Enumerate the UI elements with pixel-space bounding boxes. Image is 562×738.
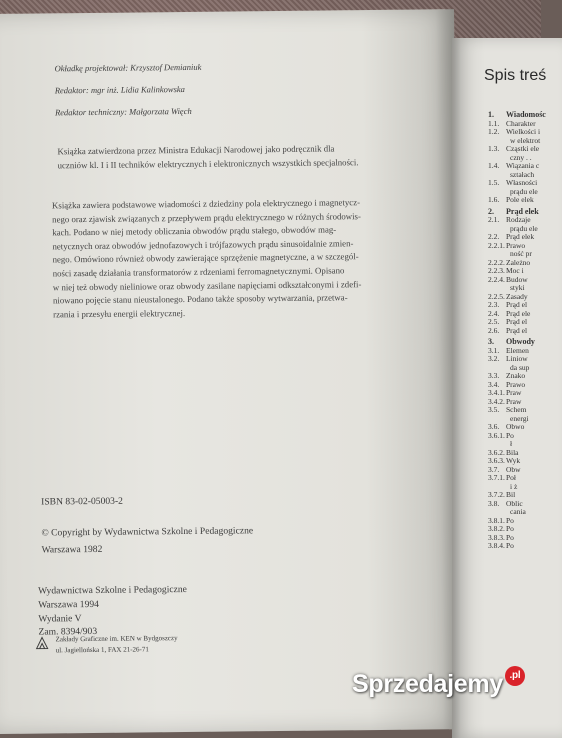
toc-entry-title: Własności <box>506 178 538 187</box>
toc-entry-title: da sup <box>510 362 530 372</box>
printer-logo-icon <box>36 636 49 649</box>
toc-entry-title: Oblic <box>506 498 523 508</box>
toc-entry-title: cania <box>510 507 526 516</box>
toc-entry-title: Obwody <box>506 337 535 346</box>
printer-block <box>36 633 178 655</box>
toc-entry-number: 2.2.1. <box>488 240 505 250</box>
toc-entry-number: 3.7.2. <box>488 490 505 499</box>
toc-entry-number: 3.4. <box>488 379 500 389</box>
toc-entry-number: 3.6.3. <box>488 456 505 465</box>
toc-entry-title: Rodzaje <box>506 215 531 224</box>
toc-entry-title: Schem <box>506 405 527 414</box>
credit-cover-designer: Okładkę projektował: Krzysztof Demianiuk <box>54 61 202 74</box>
toc-entry <box>488 542 546 551</box>
toc-entry-title: Cząstki ele <box>506 144 540 153</box>
toc-entry-title: Zależno <box>506 257 531 267</box>
description-line: niowano pojęcie stanu nieustalonego. Podano także sposoby wytwarzania, przetwa- <box>52 292 348 306</box>
description-line: ności zasadę działania transformatorów z rdzeniami ferromagnetycznymi. Opisano <box>52 265 345 279</box>
toc-entry-number: 3.2. <box>488 354 500 363</box>
toc-entry-title: Bila <box>506 447 519 457</box>
toc-entry-number: 3.6.2. <box>488 447 505 457</box>
copyright-line: © Copyright by Wydawnictwa Szkolne i Pedagogiczne <box>41 525 254 539</box>
description-line: nego. Omówiono również obwody zawierające sprzężenie magnetyczne, a w szczegól- <box>52 251 359 265</box>
toc-entry-title: Wyk <box>506 456 521 465</box>
toc-entry-number: 3.8.4. <box>488 541 505 550</box>
credit-editor: Redaktor: mgr inż. Lidia Kalinkowska <box>54 83 185 96</box>
toc-entry-number: 1.4. <box>488 161 500 170</box>
toc-entry-number: 3.7.1. <box>488 473 505 482</box>
sprzedajemy-watermark: Sprzedajemy .pl <box>352 670 525 699</box>
toc-entry-number: 3.8. <box>488 498 500 508</box>
toc-entry-title: Prąd el <box>506 317 528 326</box>
toc-entry-title: Prawo <box>506 379 526 389</box>
toc-entry-number: 1.6. <box>488 195 500 204</box>
isbn: ISBN 83-02-05003-2 <box>41 495 123 508</box>
toc-entry-title: Praw <box>506 396 522 406</box>
order-number: Zam. 8394/903 <box>38 626 98 638</box>
description-line: Książka zawiera podstawowe wiadomości z dziedziny pola elektrycznego i magnetycz- <box>51 197 361 211</box>
toc-entry-title: Po <box>506 541 514 550</box>
toc-entry-title: Pole elek <box>506 195 534 204</box>
toc-entry-number: 3.5. <box>488 405 500 414</box>
left-page <box>0 9 462 734</box>
toc-entry-number: 2. <box>488 206 494 216</box>
toc-entry-title: Zasady <box>506 291 528 301</box>
toc-entry-title: Elemen <box>506 345 529 355</box>
toc-title: Spis treś <box>484 67 547 84</box>
toc-entry-number: 3.6. <box>488 422 500 431</box>
approval-line: uczniów kl. I i II techników elektrycznych i elektronicznych wszystkich specjalności. <box>57 156 359 170</box>
toc-entry-number: 3.3. <box>488 371 500 380</box>
toc-entry-title: Wiązania c <box>506 161 540 170</box>
toc-entry-title: ształach <box>510 169 535 179</box>
toc-entry-title: Po <box>506 524 514 533</box>
toc-entry-title: Budow <box>506 274 528 284</box>
copyright-block <box>41 522 253 558</box>
toc-entry-title: Bil <box>506 490 516 499</box>
publisher-name: Wydawnictwa Szkolne i Pedagogiczne <box>37 583 187 597</box>
toc-entry-title: Prąd elek <box>506 232 535 241</box>
copyright-line: Warszawa 1982 <box>41 543 103 556</box>
toc-entry-title: prądu ele <box>510 223 538 233</box>
credit-technical-editor: Redaktor techniczny: Małgorzata Więch <box>54 105 192 118</box>
toc-entry-number: 2.2.4. <box>488 274 505 284</box>
toc-entry-number: 2.2. <box>488 232 500 241</box>
toc-entry-title: Znako <box>506 371 526 380</box>
toc-entry-number: 3. <box>488 337 494 346</box>
toc-entry-title: Po <box>506 515 514 525</box>
toc-entry-title: Prąd el <box>506 325 528 335</box>
toc-entry-title: Praw <box>506 388 522 397</box>
toc-entry-title: czny . . <box>510 152 532 162</box>
toc-entry-title: Moc i <box>506 266 524 275</box>
toc-entry-title: Poł <box>506 473 517 482</box>
toc-entry <box>488 196 546 205</box>
toc-entry-title: Prawo <box>506 240 526 250</box>
description-line: rzania i przesyłu energii elektrycznej. <box>53 307 186 320</box>
toc-entry-number: 1.3. <box>488 144 500 153</box>
description-line: w niej też obwody nieliniowe oraz obwody zasilane napięciami odkształconymi i zdefi- <box>52 278 362 292</box>
toc-entry-number: 2.2.5. <box>488 291 505 301</box>
toc-entry-number: 1.2. <box>488 127 500 136</box>
toc-entry-number: 2.2.2. <box>488 257 505 267</box>
toc-entry-title: ł <box>510 439 513 448</box>
toc-entry-title: Obw <box>506 464 521 474</box>
toc-entry-title: Charakter <box>506 118 536 128</box>
toc-entry-title: i ż <box>510 481 518 491</box>
toc-entry-number: 1. <box>488 110 494 119</box>
toc-entry <box>488 432 546 441</box>
toc-entry-number: 3.7. <box>488 464 500 474</box>
toc-entry-number: 2.2.3. <box>488 266 505 275</box>
toc-entry-title: Liniow <box>506 354 528 363</box>
printer-name: Zakłady Graficzne im. KEN w Bydgoszczy <box>55 634 178 644</box>
toc-entry-title: Wiadomośc <box>506 110 546 119</box>
toc-entry-title: Obwo <box>506 422 525 431</box>
toc-entry-title: Prąd ele <box>506 308 531 318</box>
toc-entry-number: 2.3. <box>488 300 500 309</box>
approval-line: Książka zatwierdzona przez Ministra Edukacji Narodowej jako podręcznik dla <box>57 143 335 157</box>
toc-entry-number: 2.4. <box>488 308 500 318</box>
publisher-year: Warszawa 1994 <box>38 598 100 611</box>
table-of-contents <box>488 108 546 551</box>
toc-entry-number: 3.8.1. <box>488 515 505 525</box>
toc-entry-number: 3.4.1. <box>488 388 505 397</box>
toc-entry-number: 3.8.2. <box>488 524 505 533</box>
toc-entry <box>488 327 546 336</box>
book-description <box>52 196 362 322</box>
toc-entry-number: 2.6. <box>488 325 500 335</box>
toc-entry-number: 1.1. <box>488 118 500 128</box>
edition: Wydanie V <box>38 612 82 625</box>
toc-entry-number: 3.6.1. <box>488 430 505 440</box>
credits-block <box>54 56 201 124</box>
toc-entry-title: Po <box>506 532 514 542</box>
toc-entry-title: Wielkości i <box>506 127 541 136</box>
toc-entry-number: 3.8.3. <box>488 532 505 542</box>
toc-entry-title: styki <box>510 283 525 292</box>
toc-entry-title: prądu ele <box>510 186 538 196</box>
toc-entry-number: 3.1. <box>488 345 500 355</box>
toc-entry-title: Prąd elek <box>506 206 539 216</box>
sprzedajemy-logo-icon: .pl <box>505 666 525 686</box>
toc-entry-title: energi <box>510 413 529 423</box>
description-line: nego oraz zjawisk związanych z przepływem prądu elektrycznego w różnych środowis- <box>52 210 361 224</box>
toc-entry-number: 1.5. <box>488 178 500 187</box>
toc-entry-number: 3.4.2. <box>488 396 505 406</box>
toc-entry-title: Prąd el <box>506 300 528 309</box>
approval-note <box>57 142 358 172</box>
toc-entry-title: w elektrot <box>510 135 541 145</box>
toc-entry-title: ność pr <box>510 249 532 258</box>
toc-entry-title: Po <box>506 430 514 440</box>
toc-entry-number: 2.5. <box>488 317 500 326</box>
toc-entry-number: 2.1. <box>488 215 500 224</box>
publisher-block <box>38 583 187 640</box>
printer-address: ul. Jagiellońska 1, FAX 21-26-71 <box>55 644 149 654</box>
description-line: kach. Podano w niej metody obliczania obwodów prądu stałego, obwodów mag- <box>52 224 337 238</box>
description-line: netycznych oraz obwodów jednofazowych i trójfazowych prądu sinusoidalnie zmien- <box>52 238 354 252</box>
